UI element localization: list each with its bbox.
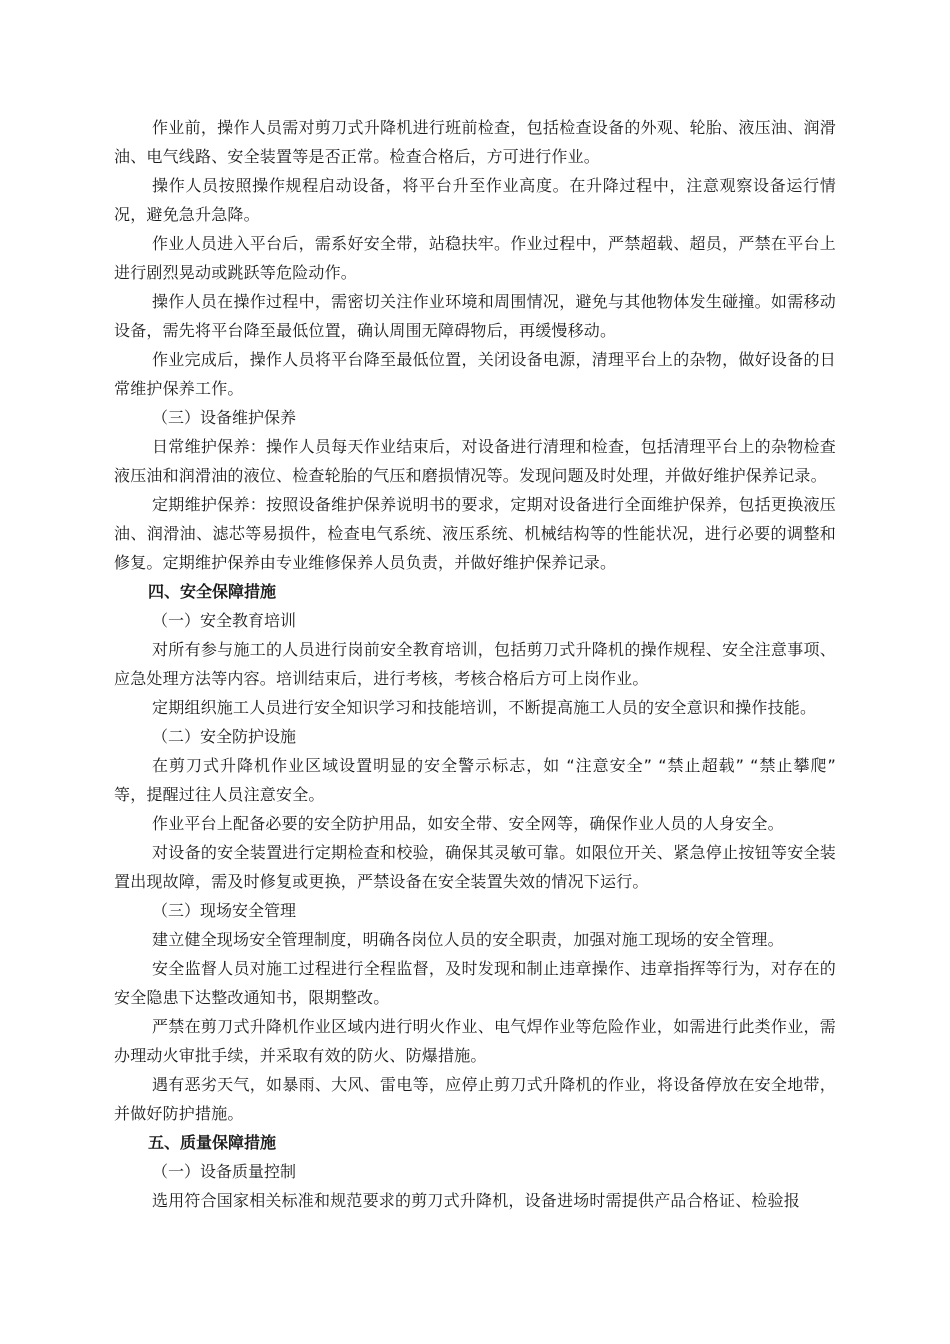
para-fire-prohibition: 严禁在剪刀式升降机作业区域内进行明火作业、电气焊作业等危险作业，如需进行此类作业，需办理动火审批手续，并采取有效的防火、防爆措施。: [114, 1017, 836, 1065]
heading-quality-measures: 五、质量保障措施: [148, 1133, 277, 1152]
heading-equipment-maintenance: （三）设备维护保养: [152, 408, 297, 427]
heading-equipment-quality: （一）设备质量控制: [152, 1162, 297, 1181]
para-pre-job-training: 对所有参与施工的人员进行岗前安全教育培训，包括剪刀式升降机的操作规程、安全注意事项、应急处理方法等内容。培训结束后，进行考核，考核合格后方可上岗作业。: [114, 640, 836, 688]
para-regular-training: 定期组织施工人员进行安全知识学习和技能培训，不断提高施工人员的安全意识和操作技能。: [152, 698, 817, 717]
para-supervision: 安全监督人员对施工过程进行全程监督，及时发现和制止违章操作、违章指挥等行为，对存在的安全隐患下达整改通知书，限期整改。: [114, 959, 836, 1007]
heading-safety-measures: 四、安全保障措施: [148, 582, 277, 601]
para-protective-gear: 作业平台上配备必要的安全防护用品，如安全带、安全网等，确保作业人员的人身安全。: [152, 814, 784, 833]
para-device-check: 对设备的安全装置进行定期检查和校验，确保其灵敏可靠。如限位开关、紧急停止按钮等安全装置出现故障，需及时修复或更换，严禁设备在安全装置失效的情况下运行。: [114, 843, 836, 891]
para-pre-inspection: 作业前，操作人员需对剪刀式升降机进行班前检查，包括检查设备的外观、轮胎、液压油、润滑油、电气线路、安全装置等是否正常。检查合格后，方可进行作业。: [114, 118, 836, 166]
para-daily-maintenance: 日常维护保养：操作人员每天作业结束后，对设备进行清理和检查，包括清理平台上的杂物检查液压油和润滑油的液位、检查轮胎的气压和磨损情况等。发现问题及时处理，并做好维护保养记录。: [114, 437, 836, 485]
para-equipment-selection: 选用符合国家相关标准和规范要求的剪刀式升降机，设备进场时需提供产品合格证、检验报: [152, 1191, 801, 1210]
para-management-system: 建立健全现场安全管理制度，明确各岗位人员的安全职责，加强对施工现场的安全管理。: [152, 930, 784, 949]
para-environment-watch: 操作人员在操作过程中，需密切关注作业环境和周围情况，避免与其他物体发生碰撞。如需移动设备，需先将平台降至最低位置，确认周围无障碍物后，再缓慢移动。: [114, 292, 836, 340]
para-start-equipment: 操作人员按照操作规程启动设备，将平台升至作业高度。在升降过程中，注意观察设备运行情况，避免急升急降。: [114, 176, 836, 224]
para-bad-weather: 遇有恶劣天气，如暴雨、大风、雷电等，应停止剪刀式升降机的作业，将设备停放在安全地带，并做好防护措施。: [114, 1075, 836, 1123]
para-work-complete: 作业完成后，操作人员将平台降至最低位置，关闭设备电源，清理平台上的杂物，做好设备的日常维护保养工作。: [114, 350, 836, 398]
heading-safety-training: （一）安全教育培训: [152, 611, 297, 630]
heading-protection-facilities: （二）安全防护设施: [152, 727, 297, 746]
para-safety-belt: 作业人员进入平台后，需系好安全带，站稳扶牢。作业过程中，严禁超载、超员，严禁在平台上进行剧烈晃动或跳跃等危险动作。: [114, 234, 836, 282]
document-body: [114, 113, 836, 1215]
para-periodic-maintenance: 定期维护保养：按照设备维护保养说明书的要求，定期对设备进行全面维护保养，包括更换液压油、润滑油、滤芯等易损件，检查电气系统、液压系统、机械结构等的性能状况，进行必要的调整和修复。定期维护保养由专业维修保养人员负责，并做好维护保养记录。: [114, 495, 836, 572]
para-warning-signs: 在剪刀式升降机作业区域设置明显的安全警示标志，如 “注意安全” “禁止超载” “禁止攀爬” 等，提醒过往人员注意安全。: [114, 756, 836, 804]
heading-site-management: （三）现场安全管理: [152, 901, 297, 920]
